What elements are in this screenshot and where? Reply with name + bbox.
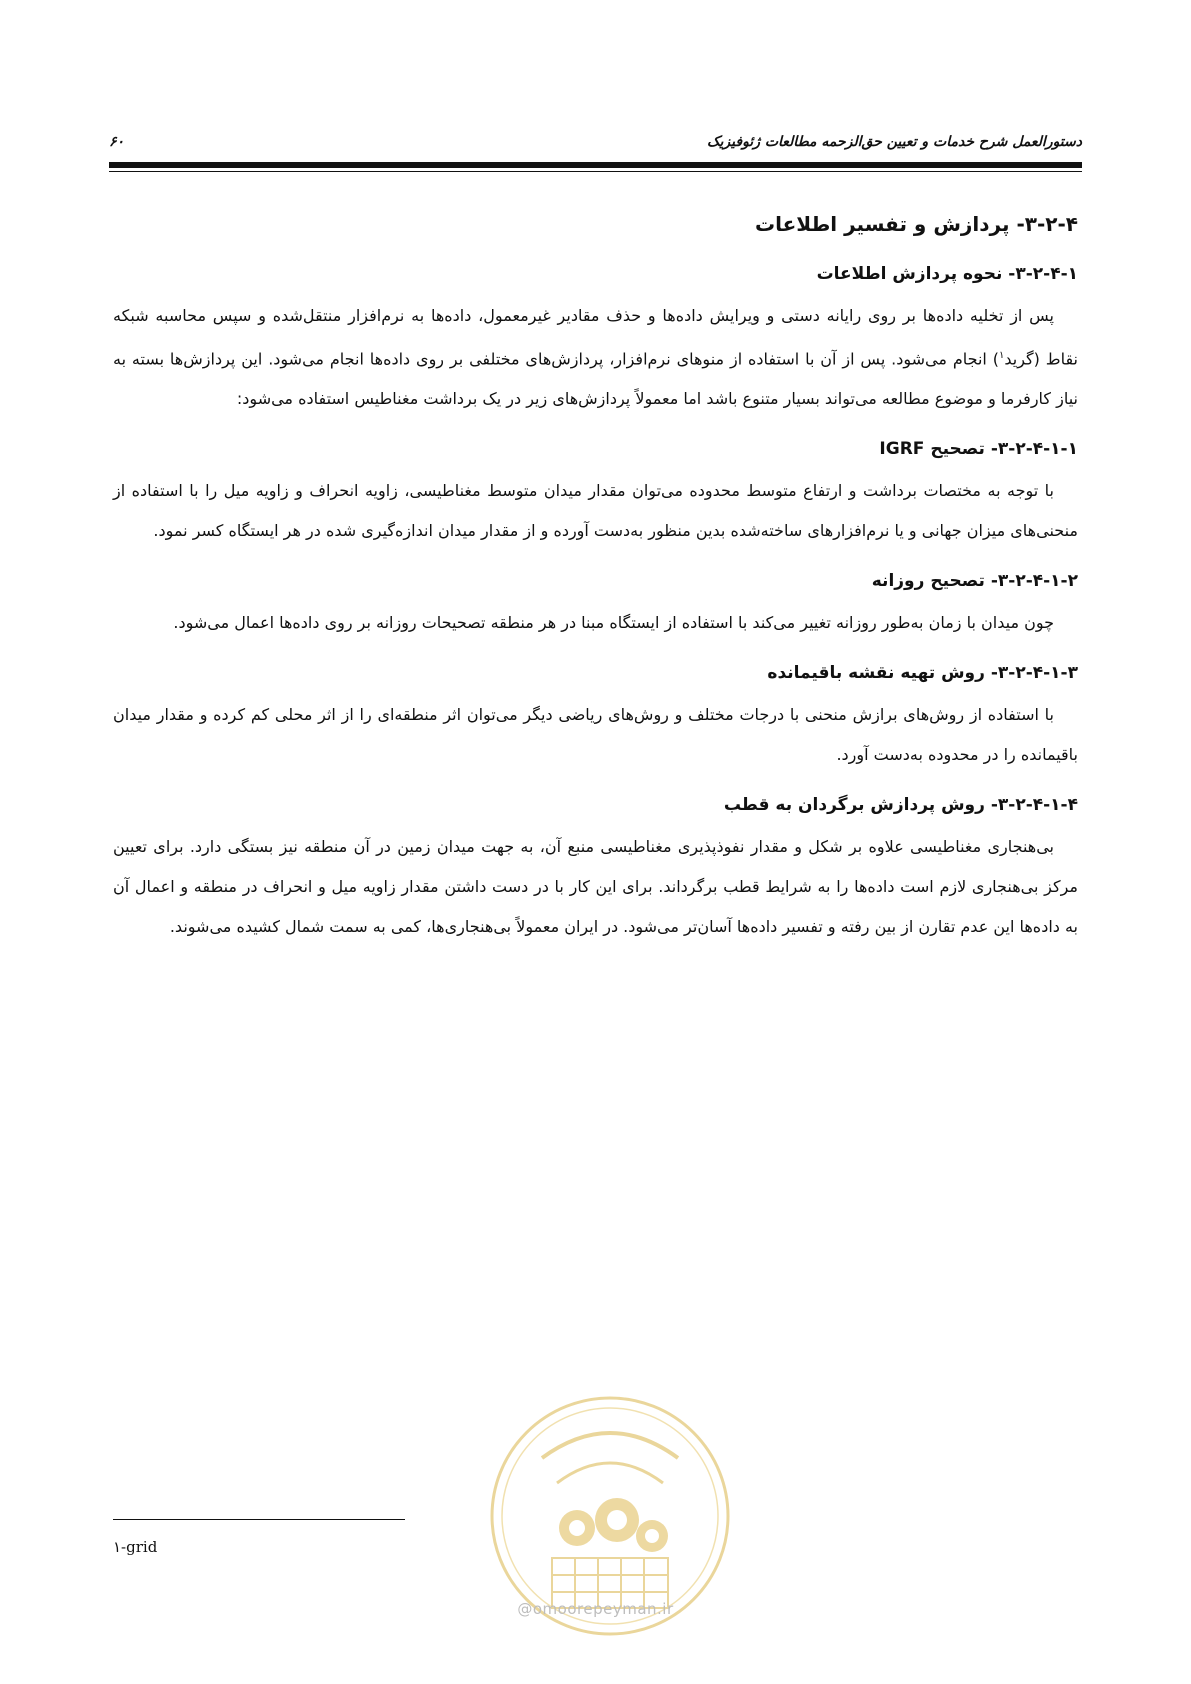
- footnote: ۱-grid: [113, 1538, 158, 1556]
- footnote-rule: [113, 1519, 405, 1520]
- header-rule-thin: [109, 171, 1082, 172]
- watermark-url: @omoorepeyman.ir: [517, 1600, 674, 1618]
- running-header: [109, 128, 1082, 156]
- subsection-heading-rtp: ۳-۲-۴-۱-۴- روش پردازش برگردان به قطب: [723, 795, 1078, 816]
- paragraph-diurnal: چون میدان با زمان به‌طور روزانه تغییر می‌کند با استفاده از ایستگاه مبنا در هر منطقه تصحیحات روزانه بر روی داده‌ها اعمال می‌شود.: [173, 613, 1054, 633]
- paragraph-residual: با استفاده از روش‌های برازش منحنی با درجات مختلف و روش‌های ریاضی دیگر می‌توان اثر منطقه‌ای را از اثر محلی کم کرده و مقدار میدان باقیمانده را در محدوده به‌دست آورد.: [113, 705, 1078, 765]
- subsection-heading-igrf: ۳-۲-۴-۱-۱- تصحیح IGRF: [879, 439, 1078, 460]
- document-body: [113, 212, 1078, 967]
- subsection-heading-residual: ۳-۲-۴-۱-۳- روش تهیه نقشه باقیمانده: [767, 663, 1078, 684]
- paragraph-rtp: بی‌هنجاری مغناطیسی علاوه بر شکل و مقدار نفوذپذیری مغناطیسی منبع آن، به جهت میدان زمین در آن منطقه نیز بستگی دارد. برای تعیین مرکز بی‌هنجاری لازم است داده‌ها را به شرایط قطب برگرداند. برای این کار با در دست داشتن مقدار زاویه میل و انحراف در منطقه و اعمال آن به داده‌ها این عدم تقارن از بین رفته و تفسیر داده‌ها آسان‌تر می‌شود. در ایران معمولاً بی‌هنجاری‌ها، کمی به سمت شمال کشیده می‌شوند.: [113, 837, 1078, 937]
- section-heading: ۳-۲-۴- پردازش و تفسیر اطلاعات: [754, 212, 1078, 236]
- paragraph-igrf: با توجه به مختصات برداشت و ارتفاع متوسط محدوده می‌توان مقدار میدان متوسط مغناطیسی، زاویه انحراف و زاویه میل را با استفاده از منحنی‌های میزان جهانی و یا نرم‌افزارهای ساخته‌شده بدین منظور به‌دست آورده و از مقدار میدان اندازه‌گیری شده در هر ایستگاه کسر نمود.: [113, 481, 1078, 541]
- header-rule-thick: [109, 162, 1082, 168]
- footnote-marker[interactable]: ۱: [998, 350, 1005, 361]
- subsection-heading-diurnal: ۳-۲-۴-۱-۲- تصحیح روزانه: [871, 571, 1078, 592]
- paragraph-text: پس از تخلیه داده‌ها بر روی رایانه دستی و ویرایش داده‌ها و حذف مقادیر غیرمعمول، داده‌ها به نرم‌افزار منتقل‌شده و سپس محاسبه شبکه نقاط (گرید: [113, 306, 1079, 369]
- paragraph-processing: [113, 296, 1078, 419]
- paragraph-text: ) انجام می‌شود. پس از آن با استفاده از منوهای نرم‌افزار، پردازش‌های مختلفی بر روی داده‌ها انجام می‌شود. این پردازش‌ها بسته به نیاز کارفرما و موضوع مطالعه می‌تواند بسیار متنوع باشد اما معمولاً پردازش‌های زیر در یک برداشت مغناطیس استفاده می‌شود:: [113, 349, 1078, 409]
- page-number: ۶۰: [109, 134, 125, 150]
- subsection-heading-processing: ۳-۲-۴-۱- نحوه پردازش اطلاعات: [816, 264, 1078, 284]
- running-header-title: دستورالعمل شرح خدمات و تعیین حق‌الزحمه مطالعات ژئوفیزیک: [707, 134, 1082, 150]
